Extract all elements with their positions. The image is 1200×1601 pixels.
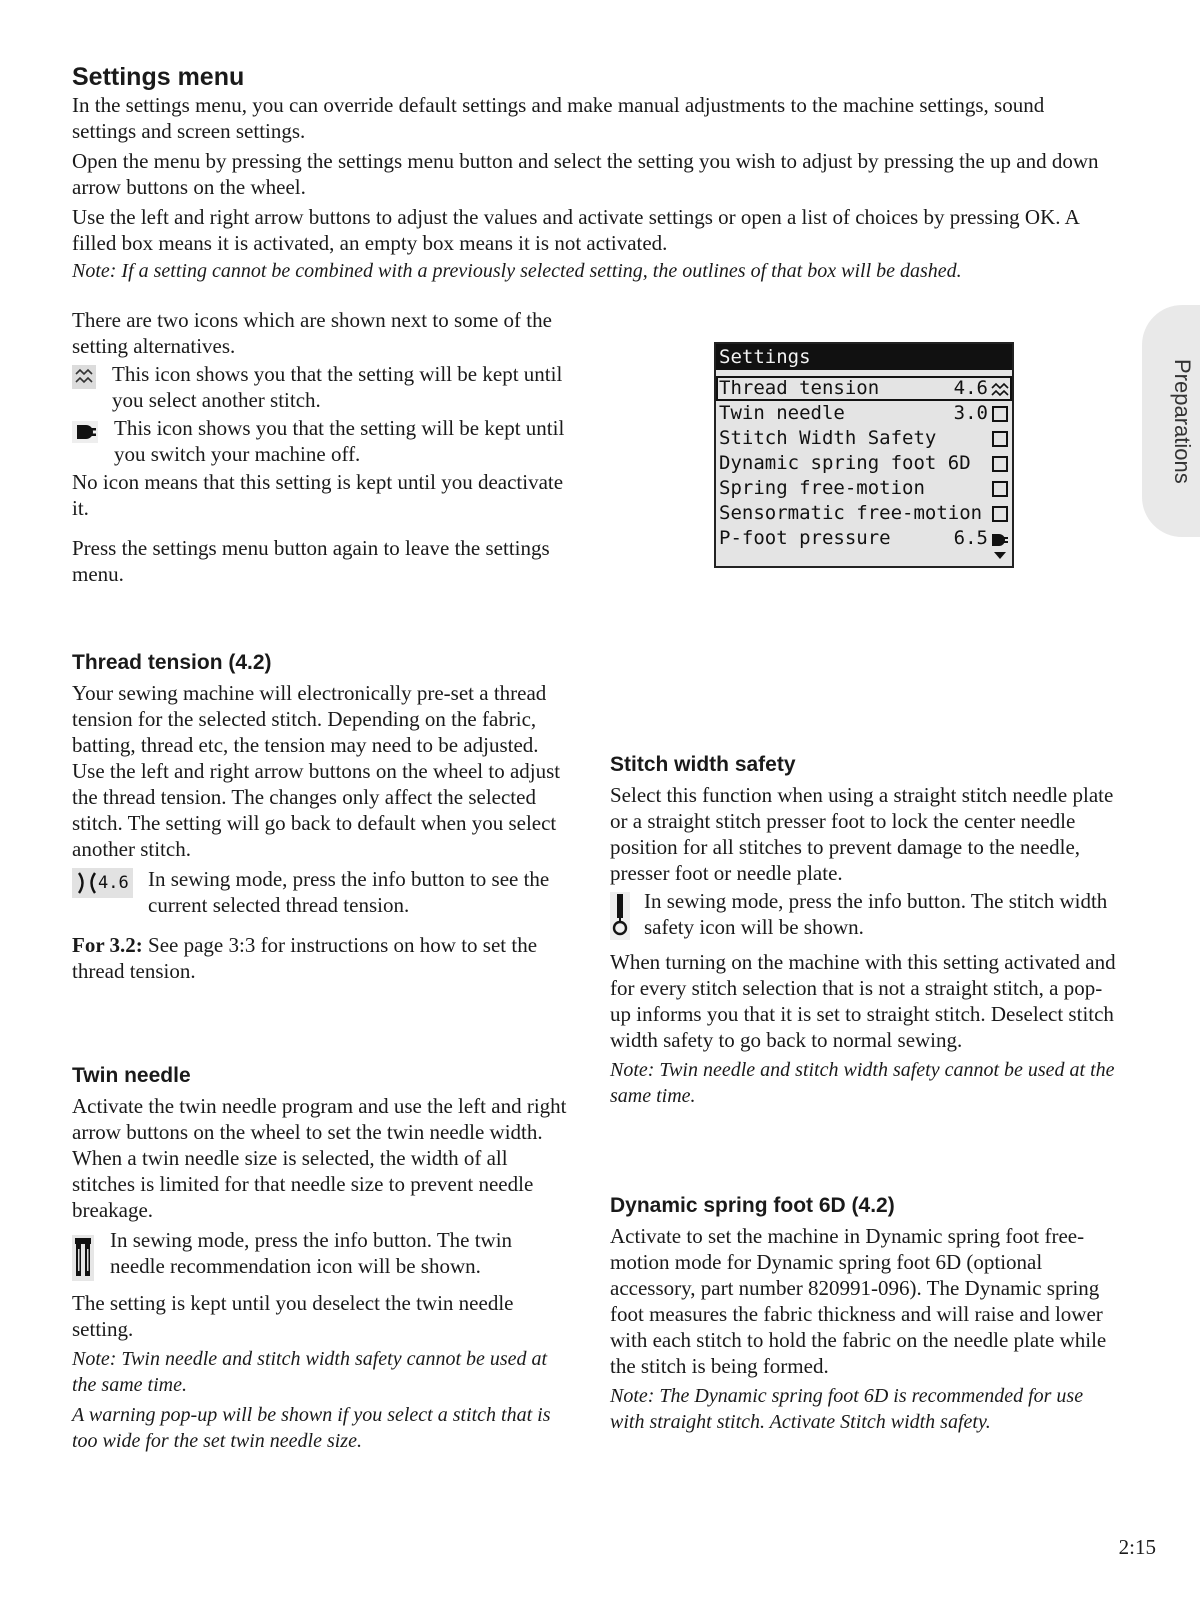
twin-needle-warning-note: A warning pop-up will be shown if you select a stitch that is too wide for the set twin needle size.: [72, 1404, 551, 1452]
section-body: Activate the twin needle program and use the left and right arrow buttons on the wheel to set the twin needle width. When a twin needle size is selected, the width of all stitches is limited for that needle size to prevent needle breakage.: [72, 1094, 567, 1222]
twin-needle-note: Note: Twin needle and stitch width safety cannot be used at the same time.: [72, 1348, 548, 1396]
page-title: Settings menu: [72, 63, 245, 91]
section-heading: Twin needle: [72, 1064, 191, 1087]
screen-row-label: Spring free-motion: [719, 477, 925, 499]
icon-off-row: [72, 415, 572, 467]
screen-row-stitch-width-safety: [716, 426, 1012, 451]
checkbox-empty-icon: [992, 431, 1008, 447]
for-3-2-label: For 3.2:: [72, 933, 143, 957]
intro-note: Note: If a setting cannot be combined with a previously selected setting, the outlines of that box will be dashed.: [72, 260, 962, 282]
section-heading: Stitch width safety: [610, 753, 796, 776]
checkbox-empty-icon: [992, 506, 1008, 522]
screen-row-label: Twin needle: [719, 402, 845, 424]
dynamic-spring-foot-section: [610, 1193, 1120, 1435]
stitch-width-body-2: When turning on the machine with this setting activated and for every stitch selection that is not a straight stitch, a pop-up informs you that it is set to straight stitch. Deselect stitch width safety to go back to normal sewing.: [610, 950, 1116, 1052]
no-icon-text: No icon means that this setting is kept until you deactivate it.: [72, 470, 564, 520]
screen-row-thread-tension: [716, 376, 1012, 401]
screen-row-label: Dynamic spring foot 6D: [719, 452, 971, 474]
intro-paragraph: Open the menu by pressing the settings menu button and select the setting you wish to adjust by pressing the up and down arrow buttons on the wheel.: [72, 149, 1099, 199]
twin-needle-kept-text: The setting is kept until you deselect the twin needle setting.: [72, 1291, 514, 1341]
chapter-tab: [1142, 305, 1200, 537]
screen-row-value: 4.6: [953, 377, 988, 399]
icon-off-text: This icon shows you that the setting will be kept until you switch your machine off.: [114, 416, 565, 466]
checkbox-empty-icon: [992, 481, 1008, 497]
screen-row-label: P-foot pressure: [719, 527, 891, 549]
screen-row-sensormatic-free-motion: [716, 501, 1012, 526]
checkbox-empty-icon: [992, 456, 1008, 472]
screen-row-value: 3.0: [953, 402, 988, 424]
twin-needle-section: [72, 1063, 572, 1454]
stitch-width-note: Note: Twin needle and stitch width safety cannot be used at the same time.: [610, 1059, 1115, 1107]
screen-row-label: Stitch Width Safety: [719, 427, 937, 449]
thread-tension-icon-row: [72, 866, 572, 918]
settings-screen: [714, 342, 1014, 568]
screen-row-twin-needle: [716, 401, 1012, 426]
for-3-2-body: See page 3:3 for instructions on how to set the thread tension.: [72, 933, 538, 983]
screen-row-label: Thread tension: [719, 377, 880, 399]
screen-row-p-foot-pressure: [716, 526, 1012, 551]
kept-until-stitch-icon: [72, 361, 112, 394]
for-3-2-text: [72, 932, 572, 984]
twin-needle-icon-text: In sewing mode, press the info button. The twin needle recommendation icon will be shown.: [110, 1228, 513, 1278]
leave-menu-text: Press the settings menu button again to leave the settings menu.: [72, 536, 550, 586]
thread-tension-icon-text: In sewing mode, press the info button to see the current selected thread tension.: [148, 867, 550, 917]
stitch-width-icon-text: In sewing mode, press the info button. The stitch width safety icon will be shown.: [644, 889, 1108, 939]
chapter-tab-label: Preparations: [1170, 358, 1195, 484]
section-body: Select this function when using a straight stitch needle plate or a straight stitch presser foot to lock the center needle position for all stitches to prevent damage to the needle, presser foot or needle plate.: [610, 783, 1114, 885]
stitch-width-icon-row: [610, 888, 1120, 945]
icons-intro: There are two icons which are shown next to some of the setting alternatives.: [72, 308, 552, 358]
stitch-width-safety-icon: [610, 888, 644, 945]
stitch-width-safety-section: [610, 752, 1120, 1109]
section-heading: Dynamic spring foot 6D (4.2): [610, 1194, 895, 1217]
dynamic-spring-note: Note: The Dynamic spring foot 6D is recommended for use with straight stitch. Activate Stitch width safety.: [610, 1385, 1084, 1433]
intro-paragraph: In the settings menu, you can override default settings and make manual adjustments to the machine settings, sound settings and screen settings.: [72, 93, 1045, 143]
screen-row-spring-free-motion: [716, 476, 1012, 501]
icon-stitch-text: This icon shows you that the setting will be kept until you select another stitch.: [112, 362, 563, 412]
page-number: 2:15: [1118, 1535, 1156, 1559]
intro-section: [72, 62, 1112, 284]
icons-explanation: [72, 307, 572, 587]
thread-tension-section: [72, 650, 572, 984]
twin-needle-icon: [72, 1227, 110, 1286]
screen-row-dynamic-spring-foot: [716, 451, 1012, 476]
screen-title: Settings: [716, 344, 1012, 370]
checkbox-empty-icon: [992, 406, 1008, 422]
intro-paragraph: Use the left and right arrow buttons to adjust the values and activate settings or open a list of choices by pressing OK. A filled box means it is activated, an empty box means it is not activated.: [72, 205, 1079, 255]
section-body: Your sewing machine will electronically pre-set a thread tension for the selected stitch. Depending on the fabric, batting, thread etc, the tension may need to be adjusted. Use the left and right arrow buttons on the wheel to adjust the thread tension. The changes only affect the selected stitch. The setting will go back to default when you select another stitch.: [72, 681, 561, 861]
thread-tension-icon: [72, 866, 148, 900]
kept-until-off-icon: [72, 415, 114, 448]
scroll-down-arrow-icon: [994, 542, 1006, 564]
section-heading: Thread tension (4.2): [72, 651, 272, 674]
section-body: Activate to set the machine in Dynamic spring foot free-motion mode for Dynamic spring foot 6D (optional accessory, part number 820991-096). The Dynamic spring foot measures the fabric thickness and will raise and lower with each stitch to hold the fabric on the needle plate while the stitch is being formed.: [610, 1224, 1107, 1378]
twin-needle-icon-row: [72, 1227, 572, 1286]
icon-stitch-row: [72, 361, 572, 413]
thread-tension-icon-value: 4.6: [98, 873, 129, 893]
screen-row-value: 6.5: [953, 527, 988, 549]
screen-row-label: Sensormatic free-motion: [719, 502, 983, 524]
